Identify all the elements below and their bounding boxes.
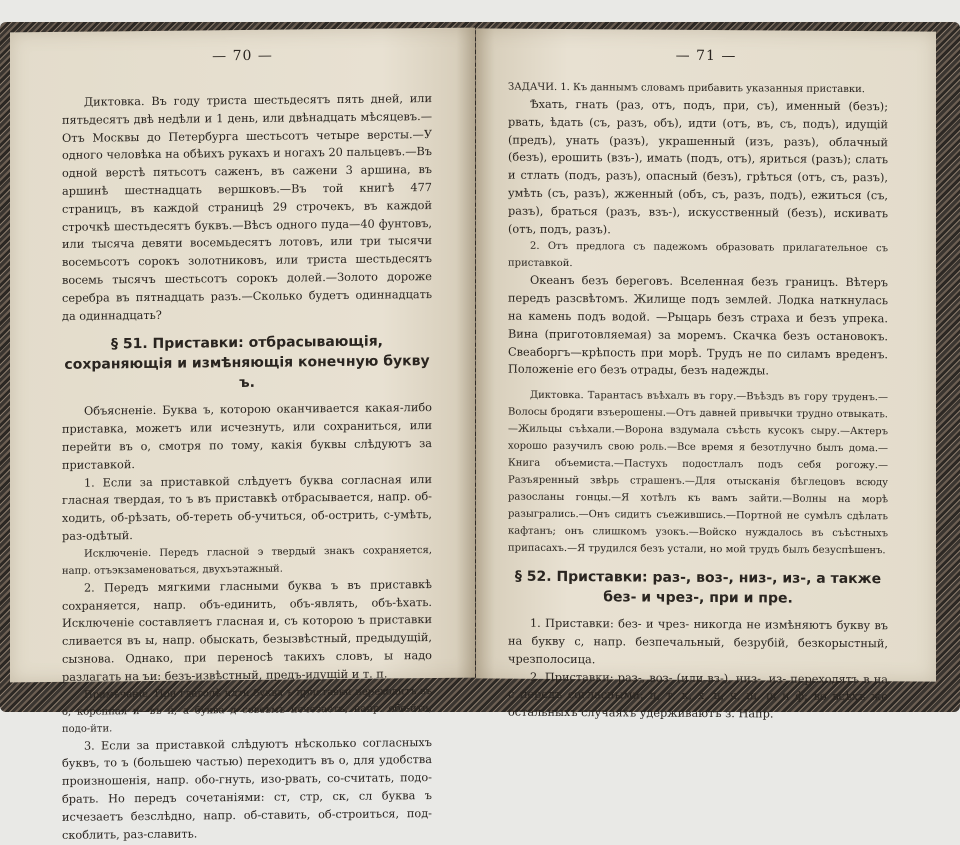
- dictation-paragraph: Диктовка. Тарантасъ въѣхалъ въ гору.—Въѣздъ въ гору труденъ.—Волосы бродяги взъерошены.—Отъ давней привычки трудно отвыкать.—Жильцы съѣхали.—Ворона вздумала съѣсть кусокъ сыру.—Актеръ хорошо разучилъ свою роль.—Все время я безотлучно былъ дома.—Книга объемиста.—Пастухъ подостлалъ подъ себя рогожу.—Разъяренный звѣрь страшенъ.—Для отысканія бѣглецовъ всюду разосланы гонцы.—Я хотѣлъ къ вамъ зайти.—Волны на морѣ разыгрались.—Онъ сидитъ съежившись.—Портной не сумѣлъ сдѣлать кафтанъ; онъ слишкомъ узокъ.—Войско нуждалось въ съѣстныхъ припасахъ.—Я трудился безъ устали, но мой трудъ былъ безуспѣшенъ.: [508, 389, 888, 557]
- rule-3: 3. Если за приставкой слѣдуютъ нѣсколько согласныхъ буквъ, то ъ (большею частью) переходитъ въ о, для удобства произношенія, напр. обо-гнуть, изо-рвать, со-считать, подо-брать. Но передъ сочетаніями: ст, стр, ск, сл буква ъ исчезаетъ безслѣдно, напр. об-ставить, об-строиться, под-скоблить, раз-славить.: [62, 735, 432, 842]
- task-1-body: Ѣхать, гнать (раз, отъ, подъ, при, съ), именный (безъ); рвать, ѣдать (съ, разъ, объ), идти (отъ, въ, съ, подъ), идущій (предъ), унать (разъ), украшенный (изъ, разъ), облачный (безъ), ерошить (взъ-), имать (подъ, отъ), яриться (разъ); слать и стлать (подъ, разъ), опасный (безъ), грѣться (отъ, съ, разъ), умѣть (съ, разъ), жженный (объ, съ, разъ, подъ), ежиться (съ, разъ), браться (разъ, взъ-), искусственный (безъ), искивать (отъ, подъ, разъ).: [508, 97, 888, 236]
- page-body: [62, 90, 432, 844]
- exception-note: Исключеніе. Передъ гласной э твердый знакъ сохраняется, напр. отъэкзаменоваться, двухъэтажный.: [62, 544, 432, 577]
- remark-note: Примѣчаніе. При глаголѣ идти буква ъ приставки переходитъ въ о, коренная и—въ й, а буква д совсѣмъ исчезаетъ, напр. обо-йти, подо-йти.: [62, 685, 432, 735]
- section-title: § 51. Приставки: отбрасывающія, сохраняющія и измѣняющія конечную букву ъ.: [64, 333, 430, 392]
- rule-1: 1. Приставки: без- и чрез- никогда не измѣняютъ букву въ на букву с, напр. безпечальный, безрубій, безкорыстный, чрезполосица.: [508, 616, 888, 666]
- rule-2: 2. Приставки: раз-, воз- (или вз-), низ-, из- переходятъ в на с передъ согласными: п, т, к, х, ц, ч, ш, щ и ф; во всѣхъ же остальныхъ случаяхъ удерживаютъ з. Напр.: [508, 670, 888, 721]
- rule-2: 2. Передъ мягкими гласными буква ъ въ приставкѣ сохраняется, напр. объ-единить, объ-являть, объ-ѣхать. Исключеніе составляетъ гласная и, съ которою ъ приставки сливается въ ы, напр. обыскать, безызвѣстный, предыдущій, сызнова. Однако, при переносѣ такихъ словъ, ы надо разлагать на ъи: безъ-извѣстный, предъ-идущій и т. п.: [62, 577, 432, 684]
- rule-1: 1. Если за приставкой слѣдуетъ буква согласная или гласная твердая, то ъ въ приставкѣ отбрасывается, напр. об-ходить, об-рѣзать, об-тереть об-учиться, об-острить, с-умѣть, раз-одѣтый.: [62, 472, 432, 543]
- section-title: § 52. Приставки: раз-, воз-, низ-, из-, а также без- и чрез-, при и пре.: [514, 568, 882, 607]
- tasks-intro: ЗАДАЧИ. 1. Къ даннымъ словамъ прибавить указанныя приставки.: [508, 81, 865, 96]
- left-page: [10, 28, 475, 842]
- dictation-paragraph: Диктовка. Въ году триста шестьдесятъ пять дней, или пятьдесятъ двѣ недѣли и 1 день, или двѣнадцать мѣсяцевъ.—Отъ Москвы до Петербурга шестьсотъ четыре версты.—У одного человѣка на обѣихъ рукахъ и ногахъ 20 пальцевъ.—Въ одной верстѣ пятьсотъ саженъ, въ сажени 3 аршина, въ аршинѣ шестнадцать вершковъ.—Въ той книгѣ 477 страницъ, въ каждой страницѣ 29 строчекъ, въ каждой строчкѣ шестьдесятъ буквъ.—Вѣсъ одного пуда—40 фунтовъ, или тысяча девяти восемьдесятъ лотовъ, или три тысячи восемьсотъ сорокъ золотниковъ, или триста шестьдесятъ восемь тысячъ шестьсотъ сорокъ долей.—Золото дороже серебра въ пятнадцать разъ.—Сколько будетъ одиннадцать да одиннадцать?: [62, 92, 432, 323]
- explanation-paragraph: Объясненіе. Буква ъ, которою оканчивается какая-либо приставка, можетъ или исчезнуть, или сохраниться, или перейти въ о, смотря по тому, какія буквы слѣдуютъ за приставкой.: [62, 401, 432, 472]
- task-2-body: Океанъ безъ береговъ. Вселенная безъ границъ. Вѣтеръ передъ разсвѣтомъ. Жилище подъ землей. Лодка наткнулась на камень подъ водой. —Рыцарь безъ страха и безъ упрека. Вина (приготовляемая) за моремъ. Скачка безъ остановокъ. Свеаборгъ—крѣпость при морѣ. Трудъ не по силамъ вреденъ. Положеніе его безъ отрады, безъ надежды.: [508, 274, 888, 378]
- page-number: — 71 —: [675, 47, 737, 65]
- page-body: [508, 79, 888, 725]
- page-number: — 70 —: [212, 47, 273, 65]
- task-2-intro: 2. Отъ предлога съ падежомъ образовать прилагательное съ приставкой.: [508, 241, 888, 270]
- right-page: [476, 28, 936, 721]
